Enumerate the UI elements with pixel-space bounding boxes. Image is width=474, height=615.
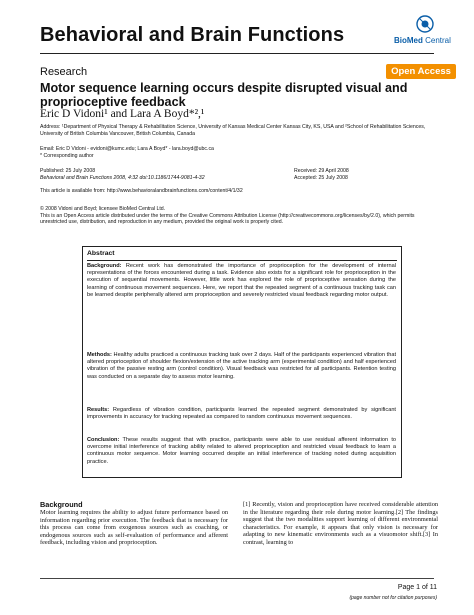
abstract-conclusion-label: Conclusion:: [87, 437, 120, 443]
page-number-note: (page number not for citation purposes): [349, 595, 437, 601]
accepted-date: Accepted: 25 July 2008: [294, 174, 348, 181]
copyright-notice: [40, 206, 438, 226]
abstract-heading: Abstract: [87, 250, 115, 257]
license-text: This is an Open Access article distributed under the terms of the Creative Commons Attribution License (http://creativecommons.org/licenses/by/2.0), which permits unrestricted use, distribution, and reproduction in any medium, provided the original work is properly cited.: [40, 212, 415, 226]
section-label: Research: [40, 66, 88, 78]
background-heading: Background: [40, 500, 83, 509]
body-right-column: [1] Recently, vision and proprioception have received considerable attention in the literature regarding their role during motor learning.[2] The findings suggest that the two modalities support learning of different environmental characteristics. For example, it appears that only vision is necessary for adapting to new kinematic environments such as a visuomotor shift.[3] In contrast, learning to: [243, 501, 438, 546]
logo-text-rest: Central: [422, 36, 451, 45]
journal-citation: Behavioral and Brain Functions 2008, 4:32 doi:10.1186/1744-9081-4-32: [40, 174, 205, 181]
affiliations: Address: ¹Department of Physical Therapy & Rehabilitation Science, University of Kansas Medical Center Kansas City, KS, USA and ²School of Rehabilitation Sciences, University of British Columbia Vancouver, British Columbia, Canada: [40, 124, 426, 137]
abstract-results: [87, 407, 396, 421]
abstract-rule: [87, 260, 397, 261]
abstract-results-label: Results:: [87, 407, 110, 413]
published-date: Published: 25 July 2008: [40, 168, 96, 174]
body-left-column: Motor learning requires the ability to adjust future performance based on information regarding prior execution. The feedback that is necessary for this process can come from exogenous sources such as coaching, or endogenous sources such as self-evaluation of performance and afferent feedback, including vision and proprioception.: [40, 509, 228, 547]
abstract-results-text: Regardless of vibration condition, participants learned the repeated segment demonstrated by significant improvements in accuracy for tracking repeated as compared to random continuous movement sequences.: [87, 407, 396, 421]
copyright-line: © 2008 Vidoni and Boyd; licensee BioMed Central Ltd.: [40, 206, 166, 212]
article-url[interactable]: This article is available from: http://www.behavioralandbrainfunctions.com/content/4/1/32: [40, 188, 243, 194]
open-access-badge: Open Access: [386, 64, 456, 79]
abstract-conclusion-text: These results suggest that with practice, participants were able to use residual afferent information to overcome initial interference of tracking ability related to altered proprioception and restricted visual feedback to learn a continuous motor sequence. Motor learning occurred despite an initial interference of tracking noted during acquisition practice.: [87, 437, 397, 465]
article-title: Motor sequence learning occurs despite disrupted visual and proprioceptive feedback: [40, 81, 408, 109]
header-rule: [40, 53, 434, 54]
biomed-central-logo: [394, 14, 456, 54]
abstract-background-label: Background:: [87, 263, 122, 269]
abstract-box: [82, 246, 402, 478]
abstract-background-text: Recent work has demonstrated the importance of proprioception for the development of internal representations of the forces encountered during a task. Evidence also exists for a significant role for proprioception in the execution of sequential movements. However, little work has explored the role of proprioceptive sensation during the learning of continuous movement sequences. Here, we report that the repeated segment of a continuous tracking task can be learned despite peripherally altered arm proprioception and severely restricted visual feedback regarding motor output.: [87, 263, 396, 298]
received-accepted: [294, 168, 349, 181]
author-emails[interactable]: Email: Eric D Vidoni - evidoni@kumc.edu; Lara A Boyd* - lara.boyd@ubc.ca: [40, 146, 214, 152]
corresponding-author-note: * Corresponding author: [40, 153, 94, 159]
abstract-background: [87, 263, 396, 299]
logo-text-bold: BioMed: [394, 36, 423, 45]
received-date: Received: 29 April 2008: [294, 168, 349, 174]
publication-info: [40, 168, 205, 181]
page-number: Page 1 of 11: [397, 584, 437, 591]
authors: Eric D Vidoni¹ and Lara A Boyd*²,¹: [40, 108, 205, 120]
journal-title: Behavioral and Brain Functions: [40, 24, 345, 46]
abstract-methods: [87, 352, 396, 381]
bmc-mark-icon: [416, 14, 434, 34]
footer-rule: [40, 578, 434, 579]
abstract-conclusion: [87, 437, 396, 466]
abstract-methods-text: Healthy adults practiced a continuous tracking task over 2 days. Half of the participants experienced vibration that altered proprioception of shoulder flexion/extension of the active tracking arm (experimental condition) and half experienced vibration of the passive resting arm (control condition). Visual feedback was restricted for all participants. Retention testing was conducted on a separate day to assess motor learning.: [87, 352, 396, 380]
abstract-methods-label: Methods:: [87, 352, 112, 358]
